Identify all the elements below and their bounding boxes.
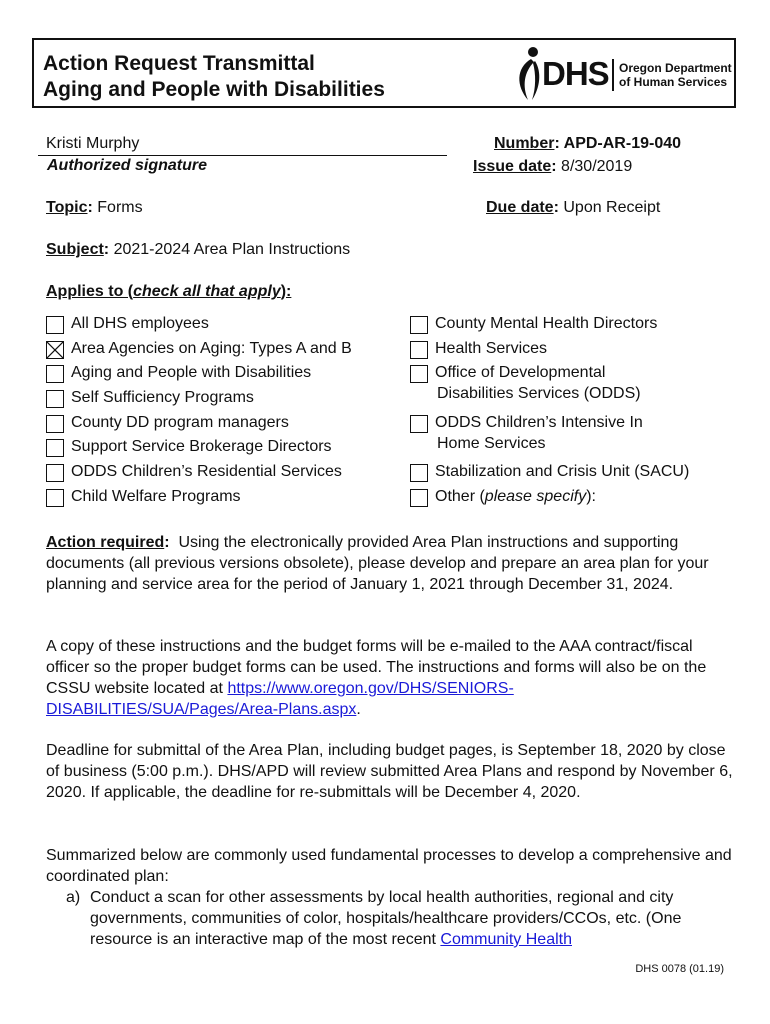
checkbox-aging-people[interactable] bbox=[46, 365, 64, 383]
issue-date-label: Issue date bbox=[473, 158, 552, 175]
due-date-field: Due date: Upon Receipt bbox=[486, 199, 661, 216]
checkbox-label: Office of Developmental bbox=[435, 364, 606, 381]
due-date-label: Due date bbox=[486, 199, 554, 216]
checkbox-label: Stabilization and Crisis Unit (SACU) bbox=[435, 463, 690, 480]
summary-paragraph: Summarized below are commonly used fundamental processes to develop a comprehensive and coordinated plan: bbox=[46, 847, 732, 885]
header-box bbox=[32, 38, 736, 108]
number-field: Number: APD-AR-19-040 bbox=[494, 135, 682, 152]
signer-name: Kristi Murphy bbox=[46, 135, 140, 152]
checkbox-odds-office[interactable] bbox=[410, 365, 428, 383]
checkbox-label: ODDS Children’s Residential Services bbox=[71, 463, 342, 480]
checkbox-sacu[interactable] bbox=[410, 464, 428, 482]
instructions-end: . bbox=[356, 701, 361, 718]
action-required-paragraph: Action required: Using the electronically provided Area Plan instructions and supporting documents (all previous versions obsolete), please develop and prepare an area plan for your planning and service area for the period of January 1, 2021 through December 31, 2024. bbox=[46, 534, 709, 593]
figure-logo-icon bbox=[512, 46, 544, 102]
list-item-a bbox=[66, 887, 716, 950]
checkbox-label: Aging and People with Disabilities bbox=[71, 364, 312, 381]
checkbox-all-dhs[interactable] bbox=[46, 316, 64, 334]
applies-heading-pre: Applies to ( bbox=[46, 283, 134, 300]
checkbox-county-mental-health[interactable] bbox=[410, 316, 428, 334]
instructions-paragraph bbox=[46, 636, 736, 720]
checkbox-odds-residential[interactable] bbox=[46, 464, 64, 482]
topic-value: Forms bbox=[97, 199, 143, 216]
applies-heading-em: check all that apply bbox=[133, 283, 281, 300]
checkbox-label: Area Agencies on Aging: Types A and B bbox=[71, 340, 352, 357]
other-label-em: please specify bbox=[484, 488, 587, 505]
checkbox-label: Health Services bbox=[435, 340, 548, 357]
subject-label: Subject bbox=[46, 241, 104, 258]
checkbox-label-other bbox=[435, 488, 596, 506]
subject-field: Subject: 2021-2024 Area Plan Instructions bbox=[46, 241, 351, 258]
checkbox-county-dd[interactable] bbox=[46, 415, 64, 433]
checkbox-odds-intensive[interactable] bbox=[410, 415, 428, 433]
applies-to-heading bbox=[46, 283, 291, 301]
checkbox-label-line2: Disabilities Services (ODDS) bbox=[437, 385, 641, 402]
due-date-value: Upon Receipt bbox=[563, 199, 661, 216]
checkbox-support-brokerage[interactable] bbox=[46, 439, 64, 457]
list-marker-a: a) bbox=[66, 889, 81, 906]
deadline-paragraph: Deadline for submittal of the Area Plan, including budget pages, is September 18, 2020 by close of business (5:00 p.m.). DHS/APD will review submitted Area Plans and respond by November 6, 2020. If applicable, the deadline for re-submittals will be December 4, 2020. bbox=[46, 742, 733, 801]
checkbox-label: All DHS employees bbox=[71, 315, 209, 332]
checkbox-label: Child Welfare Programs bbox=[71, 488, 241, 505]
checkbox-area-agencies[interactable] bbox=[46, 341, 64, 359]
topic-label: Topic bbox=[46, 199, 88, 216]
checkbox-self-sufficiency[interactable] bbox=[46, 390, 64, 408]
signature-label: Authorized signature bbox=[47, 157, 208, 174]
checkbox-label: Support Service Brokerage Directors bbox=[71, 438, 332, 455]
applies-heading-post: ): bbox=[280, 283, 292, 300]
logo-dept-line1: Oregon Department bbox=[619, 61, 732, 75]
instructions-text: A copy of these instructions and the budget forms will be e-mailed to the AAA contract/fiscal officer so the proper budget forms can be used. The instructions and forms will also be on the CSSU website located at bbox=[46, 638, 707, 697]
checkbox-health-services[interactable] bbox=[410, 341, 428, 359]
form-number-footer: DHS 0078 (01.19) bbox=[635, 963, 724, 975]
subject-value: 2021-2024 Area Plan Instructions bbox=[113, 241, 351, 258]
list-item-a-text: Conduct a scan for other assessments by local health authorities, regional and city governments, communities of color, hospitals/healthcare providers/CCOs, etc. (One resource is an interactive map of the most recent bbox=[90, 889, 682, 948]
issue-date-field: Issue date: 8/30/2019 bbox=[473, 158, 633, 175]
number-label: Number bbox=[494, 135, 555, 152]
checkmark-x-icon bbox=[47, 342, 63, 358]
checkbox-label: Self Sufficiency Programs bbox=[71, 389, 254, 406]
logo-dept-line2: of Human Services bbox=[619, 75, 728, 89]
form-title: Action Request Transmittal bbox=[43, 52, 315, 75]
action-required-text: Using the electronically provided Area Plan instructions and supporting documents (all previous versions obsolete), please develop and prepare an area plan for your planning and service area for the period of January 1, 2021 through December 31, 2024. bbox=[46, 534, 709, 593]
area-plans-link[interactable]: https://www.oregon.gov/DHS/SENIORS-DISABILITIES/SUA/Pages/Area-Plans.aspx bbox=[46, 680, 514, 718]
issue-date-value: 8/30/2019 bbox=[561, 158, 633, 175]
checkbox-label: ODDS Children’s Intensive In bbox=[435, 414, 643, 431]
checkbox-child-welfare[interactable] bbox=[46, 489, 64, 507]
form-subtitle: Aging and People with Disabilities bbox=[43, 78, 385, 101]
signature-line bbox=[38, 155, 447, 156]
topic-field: Topic: Forms bbox=[46, 199, 143, 216]
other-label-pre: Other ( bbox=[435, 488, 485, 505]
logo-divider bbox=[612, 59, 614, 91]
dhs-logo bbox=[512, 45, 732, 103]
checkbox-other[interactable] bbox=[410, 489, 428, 507]
checkbox-label-line2: Home Services bbox=[437, 435, 546, 452]
other-label-post: ): bbox=[586, 488, 596, 505]
community-health-link[interactable]: Community Health bbox=[440, 931, 572, 948]
number-value: APD-AR-19-040 bbox=[563, 135, 682, 152]
checkbox-label: County DD program managers bbox=[71, 414, 289, 431]
checkbox-label: County Mental Health Directors bbox=[435, 315, 658, 332]
logo-department bbox=[619, 61, 732, 89]
logo-dhs-text: DHS bbox=[542, 55, 609, 92]
action-required-label: Action required bbox=[46, 534, 165, 551]
